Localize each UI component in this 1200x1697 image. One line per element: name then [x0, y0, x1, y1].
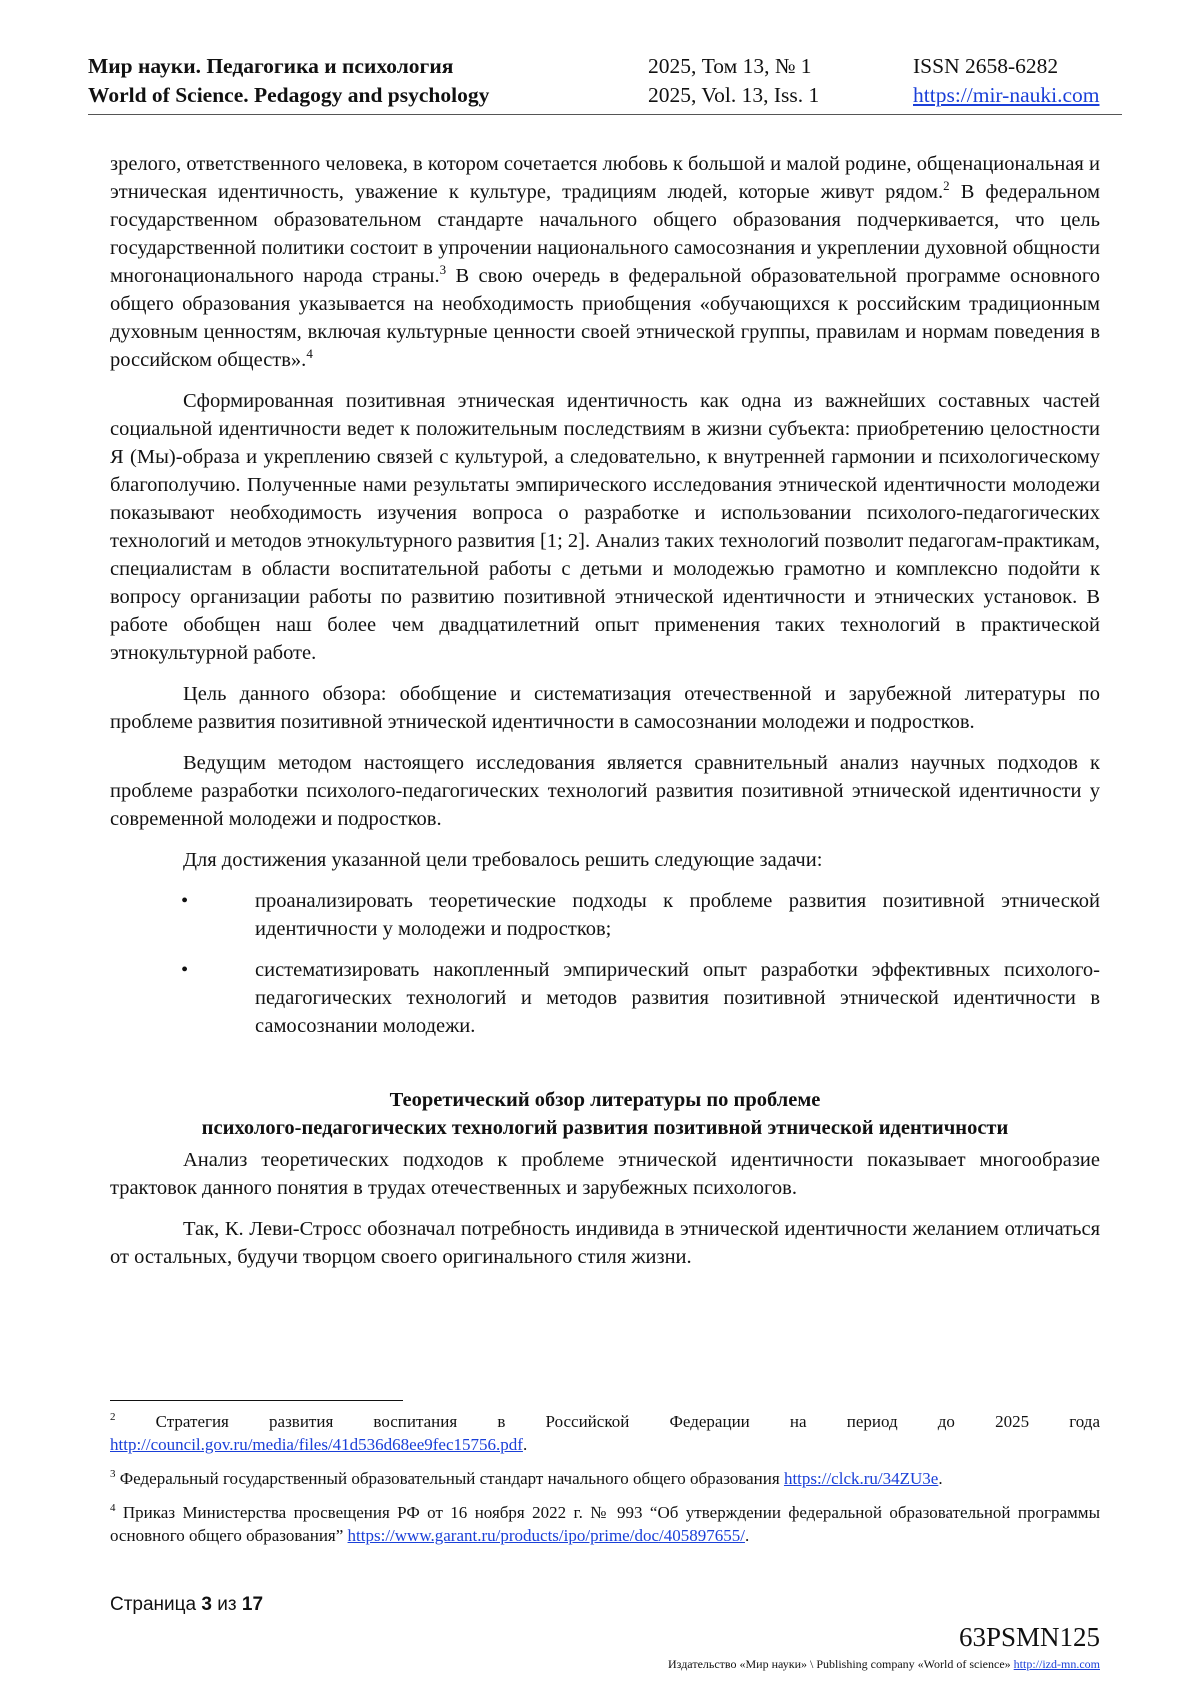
footnote-2: $^2$ Стратегия развития воспитания в Российской Федерации на период до 2025 года http://council.gov.ru/media/files/41d536d68ee9fec15756.pdf. — [110, 1411, 1100, 1454]
paragraph-1: зрелого, ответственного человека, в котором сочетается любовь к большой и малой родине, общенациональная и этническая идентичность, уважение к культуре, традициям людей, которые живут рядом.$^2$ В федеральном государственном образовательном стандарте начального общего образования подчеркивается, что цель государственной политики состоит в упрочении национального самосознания и укреплении духовной общности многонационального народа страны.$^3$ В свою очередь в федеральной образовательной программе основного общего образования указывается на необходимость приобщения «обучающихся к российским традиционным духовным ценностям, включая культурные ценности своей этнической группы, правилам и нормам поведения в российском обществ».$^4$ — [110, 153, 1100, 371]
footnote-3: $^3$ Федеральный государственный образовательный стандарт начального общего образования https://clck.ru/34ZU3e. — [110, 1468, 943, 1488]
paragraph-7: Так, К. Леви-Стросс обозначал потребность индивида в этнической идентичности желанием отличаться от остальных, будучи творцом своего оригинального стиля жизни. — [110, 1218, 1100, 1268]
paragraph-6: Анализ теоретических подходов к проблеме этнической идентичности показывает многообразие трактовок данного понятия в трудах отечественных и зарубежных психологов. — [110, 1149, 1100, 1199]
issn: ISSN 2658-6282 — [913, 54, 1059, 78]
paragraph-3: Цель данного обзора: обобщение и систематизация отечественной и зарубежной литературы по проблеме развития позитивной этнической идентичности в самосознании молодежи и подростков. — [110, 683, 1100, 733]
page-current: 3 — [201, 1594, 212, 1615]
bullet-icon: • — [181, 959, 189, 981]
article-body — [110, 150, 1100, 1284]
footnote-ref-2[interactable]: 2 — [943, 178, 950, 193]
footnote-ref-4[interactable]: 4 — [306, 346, 313, 361]
paragraph-2: Сформированная позитивная этническая идентичность как одна из важнейших составных частей социальной идентичности ведет к положительным последствиям в жизни субъекта: приобретению целостности Я (Мы)-образа и укреплению связей с культурой, а следовательно, к внутренней гармонии и психологическому благополучию. Полученные нами результаты эмпирического исследования этнической идентичности молодежи показывают необходимость изучения вопроса о разработке и использовании психолого-педагогических технологий и методов этнокультурного развития [1; 2]. Анализ таких технологий позволит педагогам-практикам, специалистам в области воспитательной работы с детьми и молодежью грамотно и комплексно подойти к вопросу организации работы по развитию позитивной этнической идентичности и этнических установок. В работе обобщен наш более чем двадцатилетний опыт применения таких технологий в практической этнокультурной работе. — [110, 390, 1100, 664]
journal-title-en: World of Science. Pedagogy and psychology — [88, 83, 490, 107]
page-number: Страница 3 из 17 — [110, 1594, 264, 1615]
footnote-3-link[interactable]: https://clck.ru/34ZU3e — [783, 1469, 939, 1488]
footnote-ref-3[interactable]: 3 — [439, 262, 447, 277]
publisher-line: Издательство «Мир науки» \ Publishing company «World of science» http://izd-mn.com — [668, 1657, 1100, 1671]
list-item: • проанализировать теоретические подходы к проблеме развития позитивной этнической идентичности у молодежи и подростков; — [110, 887, 1100, 943]
page-header — [88, 52, 1122, 115]
issue-info — [648, 52, 819, 110]
list-item: • систематизировать накопленный эмпирический опыт разработки эффективных психолого-педагогических технологий и методов развития позитивной этнической идентичности в самосознании молодежи. — [110, 956, 1100, 1040]
bullet-icon: • — [181, 890, 189, 912]
journal-site-link[interactable]: https://mir-nauki.com — [913, 83, 1100, 107]
footnote-2-link[interactable]: http://council.gov.ru/media/files/41d536d68ee9fec15756.pdf — [110, 1435, 523, 1454]
page-total: 17 — [241, 1594, 264, 1615]
issue-info-en: 2025, Vol. 13, Iss. 1 — [648, 83, 820, 107]
paragraph-5: Для достижения указанной цели требовалось решить следующие задачи: — [183, 849, 823, 871]
footnote-4: $^4$ Приказ Министерства просвещения РФ от 16 ноября 2022 г. № 993 “Об утверждении федеральной образовательной программы основного общего образования” https://www.garant.ru/products/ipo/prime/doc/405897655/. — [110, 1502, 1100, 1545]
task-list — [110, 887, 1100, 1040]
section-title-line-2: психолого-педагогических технологий развития позитивной этнической идентичности — [201, 1117, 1009, 1139]
section-title-line-1: Теоретический обзор литературы по проблеме — [389, 1089, 821, 1111]
issn-block — [913, 52, 1099, 110]
journal-title-ru: Мир науки. Педагогика и психология — [88, 54, 454, 78]
footnote-separator — [110, 1400, 403, 1401]
footnote-4-link[interactable]: https://www.garant.ru/products/ipo/prime/doc/405897655/ — [347, 1526, 745, 1545]
publisher-link[interactable]: http://izd-mn.com — [1013, 1657, 1100, 1671]
article-code: 63PSMN125 — [958, 1622, 1100, 1652]
paragraph-4: Ведущим методом настоящего исследования является сравнительный анализ научных подходов к проблеме разработки психолого-педагогических технологий развития позитивной этнической идентичности у современной молодежи и подростков. — [110, 752, 1100, 830]
journal-title — [88, 52, 489, 110]
section-heading — [110, 1086, 1100, 1142]
footnotes — [110, 1410, 1100, 1558]
issue-info-ru: 2025, Том 13, № 1 — [648, 54, 812, 78]
